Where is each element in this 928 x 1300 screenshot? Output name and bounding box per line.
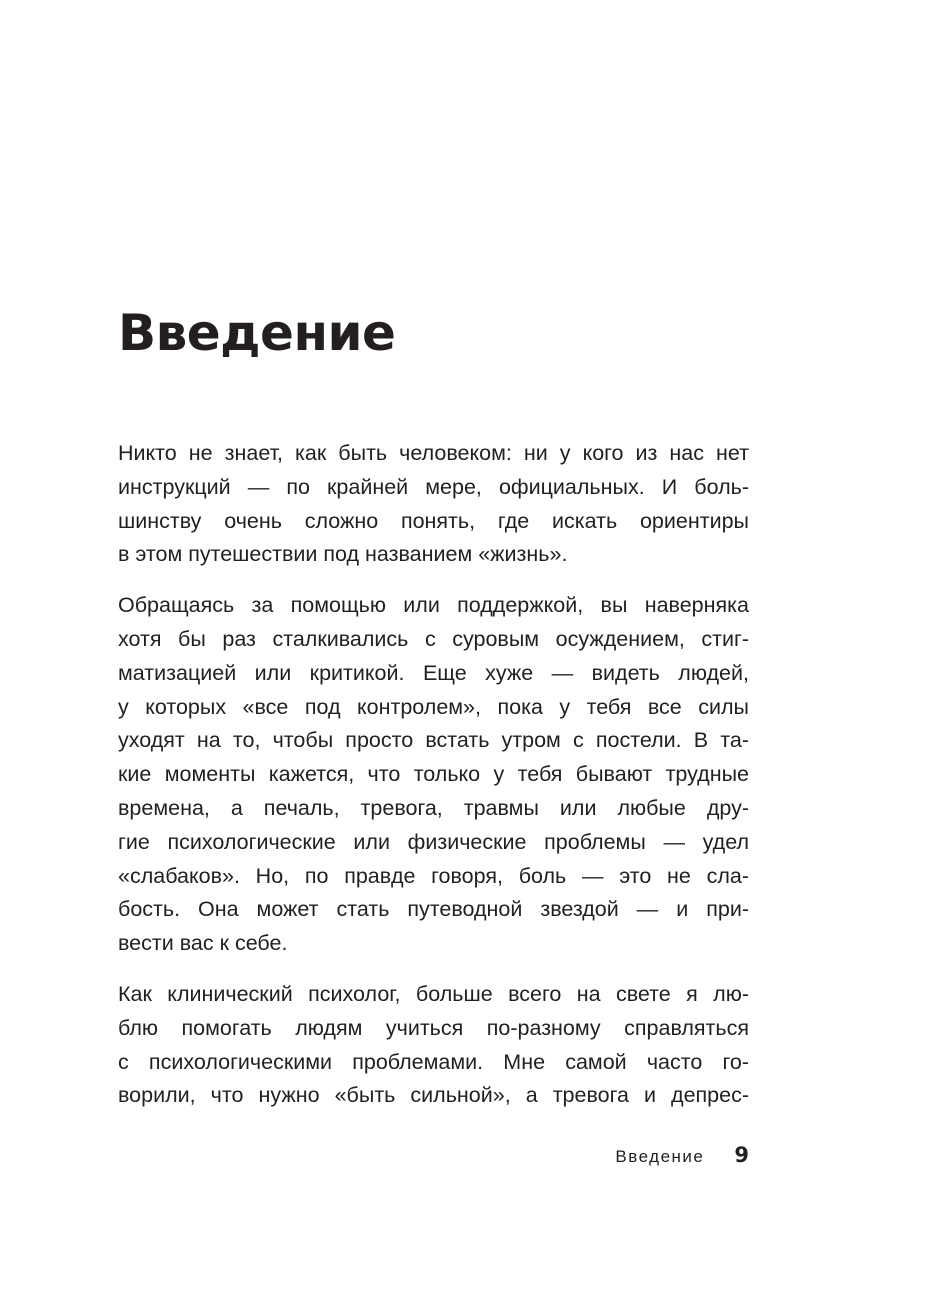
- paragraph-2: [118, 589, 749, 961]
- paragraph-1: [118, 437, 749, 572]
- chapter-title: Введение: [118, 304, 396, 362]
- text-line: бость. Она может стать путеводной звездой — и при-: [118, 897, 749, 922]
- page-number: 9: [734, 1143, 749, 1167]
- text-line: шинству очень сложно понять, где искать ориентиры: [118, 508, 749, 533]
- text-line: с психологическими проблемами. Мне самой часто го-: [118, 1049, 749, 1074]
- page-footer: [118, 1143, 749, 1173]
- text-line: уходят на то, чтобы просто встать утром с постели. В та-: [118, 728, 749, 753]
- body-text: [118, 437, 749, 1130]
- running-head: Введение: [615, 1147, 705, 1166]
- text-line: блю помогать людям учиться по-разному справляться: [118, 1015, 749, 1040]
- text-line: Как клинический психолог, больше всего на свете я лю-: [118, 981, 749, 1006]
- text-line: времена, а печаль, тревога, травмы или любые дру-: [118, 795, 749, 820]
- text-line: Обращаясь за помощью или поддержкой, вы наверняка: [118, 593, 749, 618]
- text-line: кие моменты кажется, что только у тебя бывают трудные: [118, 762, 749, 787]
- paragraph-3: [118, 978, 749, 1113]
- text-line: Никто не знает, как быть человеком: ни у кого из нас нет: [118, 441, 749, 465]
- text-line: хотя бы раз сталкивались с суровым осуждением, стиг-: [118, 626, 749, 651]
- text-line: гие психологические или физические проблемы — удел: [118, 829, 749, 854]
- text-line: ворили, что нужно «быть сильной», а тревога и депрес-: [118, 1083, 749, 1108]
- text-line: вести вас к себе.: [118, 931, 288, 956]
- text-line: в этом путешествии под названием «жизнь».: [118, 542, 568, 567]
- text-line: у которых «все под контролем», пока у тебя все силы: [118, 694, 749, 719]
- text-line: матизацией или критикой. Еще хуже — видеть людей,: [118, 660, 749, 685]
- text-line: инструкций — по крайней мере, официальных. И боль-: [118, 474, 749, 499]
- text-line: «слабаков». Но, по правде говоря, боль — это не сла-: [118, 863, 749, 888]
